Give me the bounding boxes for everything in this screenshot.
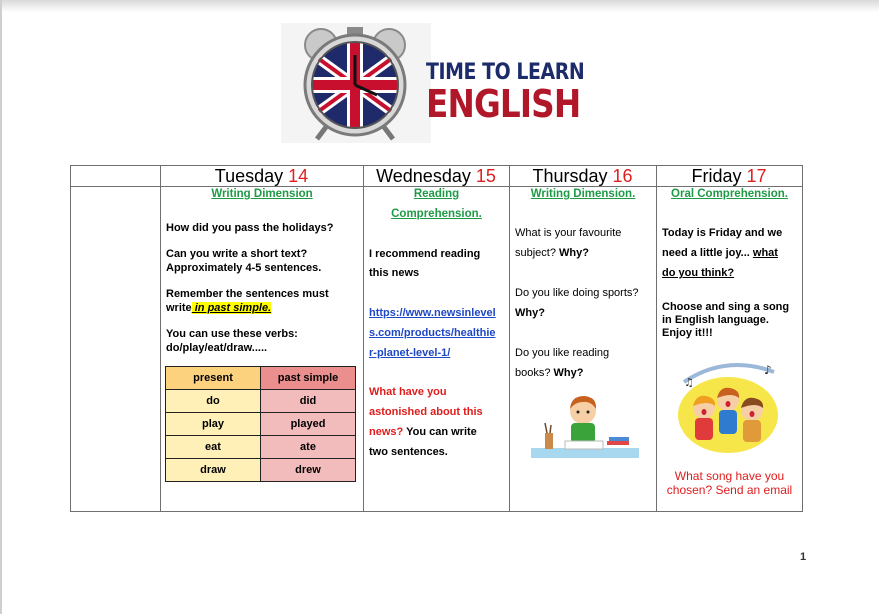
past-cell: drew (261, 459, 356, 482)
wednesday-recommend-line1: I recommend reading (369, 248, 481, 260)
past-cell: did (261, 390, 356, 413)
table-row (166, 390, 356, 413)
wednesday-question-line2: astonished about this (369, 406, 483, 418)
thursday-question2-why: Why? (515, 307, 545, 319)
present-cell: eat (166, 436, 261, 459)
present-cell: play (166, 413, 261, 436)
kids-singing-icon (676, 360, 782, 456)
little-joy-text: need a little joy... (662, 247, 750, 259)
present-cell: do (166, 390, 261, 413)
header-past-simple: past simple (261, 367, 356, 390)
friday-subtitle: Oral Comprehension. (671, 188, 788, 200)
wednesday-subtitle-line2: Comprehension. (391, 208, 482, 220)
why-word: Why? (553, 367, 584, 379)
header-present: present (166, 367, 261, 390)
wednesday-question-line1: What have you (369, 386, 447, 398)
page-edge (0, 0, 2, 614)
alarm-clock-union-jack-icon (281, 23, 431, 143)
day-number: 14 (288, 166, 309, 186)
past-cell: played (261, 413, 356, 436)
wednesday-question-line3 (369, 422, 477, 442)
friday-paragraph1-line2 (662, 243, 778, 263)
tuesday-verbs-line1: You can use these verbs: (166, 328, 298, 340)
subject-word: subject? (515, 247, 556, 259)
day-number: 16 (612, 166, 633, 186)
table-row (166, 436, 356, 459)
tuesday-question-write-line2: Approximately 4-5 sentences. (166, 262, 322, 274)
books-word: books? (515, 367, 551, 379)
news-word: news? (369, 426, 404, 438)
logo-line-time-to-learn: TIME TO LEARN (426, 60, 585, 85)
thursday-question2-line1: Do you like doing sports? (515, 287, 639, 299)
news-link-line1[interactable]: https://www.newsinlevel (369, 307, 496, 319)
friday-song-question-line2: chosen? Send an email (666, 483, 793, 497)
news-link-line2[interactable]: s.com/products/healthie (369, 327, 496, 339)
tuesday-remember-line1: Remember the sentences must (166, 288, 329, 300)
table-row (166, 413, 356, 436)
friday-paragraph2-line3: Enjoy it!!! (662, 327, 713, 339)
thursday-question3-line1: Do you like reading (515, 347, 610, 359)
what-word: what (752, 247, 778, 259)
past-cell: ate (261, 436, 356, 459)
day-number: 15 (475, 166, 496, 186)
friday-song-question-line1: What song have you (674, 469, 785, 483)
body-empty-cell (70, 186, 161, 512)
tuesday-question-holidays: How did you pass the holidays? (166, 222, 334, 234)
tuesday-question-write-line1: Can you write a short text? (166, 248, 308, 260)
wednesday-recommend-line2: this news (369, 267, 420, 279)
logo-title (426, 60, 606, 126)
day-name: Tuesday (214, 166, 284, 186)
page-number: 1 (800, 551, 807, 563)
day-number: 17 (746, 166, 767, 186)
tuesday-remember-line2 (166, 301, 271, 315)
friday-paragraph1-line1: Today is Friday and we (662, 227, 783, 239)
verb-table (165, 366, 356, 482)
day-name: Thursday (532, 166, 608, 186)
present-cell: draw (166, 459, 261, 482)
table-row (166, 459, 356, 482)
verb-table-header (166, 367, 356, 390)
wednesday-question-line4: two sentences. (369, 446, 448, 458)
logo-line-english: ENGLISH (426, 82, 581, 126)
top-shadow (0, 0, 879, 12)
why-word: Why? (559, 247, 589, 259)
friday-paragraph1-line3: do you think? (662, 267, 735, 279)
friday-paragraph2-line2: in English language. (662, 314, 769, 326)
boy-reading-icon (531, 393, 639, 463)
past-simple-highlight: in past simple. (191, 302, 272, 314)
you-can-write: You can write (403, 426, 477, 438)
svg-text:♫: ♫ (684, 376, 694, 389)
wednesday-subtitle-line1: Reading (413, 188, 460, 200)
tuesday-verbs-line2: do/play/eat/draw..... (166, 342, 268, 354)
day-name: Wednesday (376, 166, 471, 186)
news-link-line3[interactable]: r-planet-level-1/ (369, 347, 451, 359)
thursday-question1-line1: What is your favourite (515, 227, 622, 239)
header-empty-cell (70, 165, 161, 187)
svg-text:♪: ♪ (764, 363, 772, 377)
friday-paragraph2-line1: Choose and sing a song (662, 301, 790, 313)
write-word: write (166, 302, 192, 314)
thursday-question3-line2 (515, 363, 584, 383)
thursday-question1-line2 (515, 243, 589, 263)
thursday-subtitle: Writing Dimension. (530, 188, 636, 200)
day-name: Friday (691, 166, 742, 186)
tuesday-subtitle: Writing Dimension (211, 188, 313, 200)
